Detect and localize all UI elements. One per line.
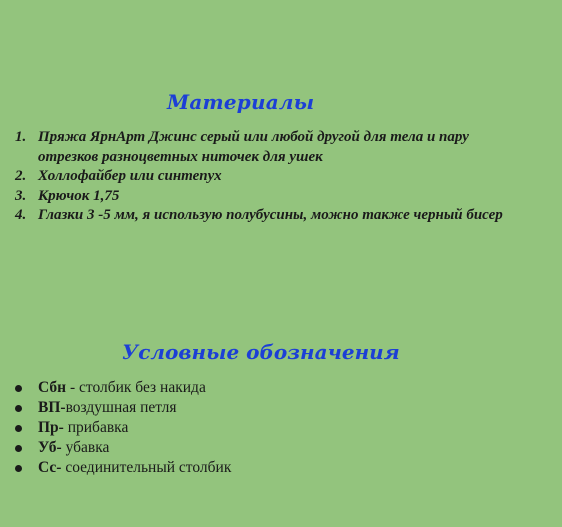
list-item-number: 4.	[15, 207, 27, 223]
legend-description: воздушная петля	[65, 399, 177, 416]
list-item-text: Крючок 1,75	[38, 187, 120, 204]
bullet-icon	[15, 465, 22, 472]
legend-item	[0, 438, 540, 458]
legend-item	[0, 458, 540, 478]
list-item	[0, 206, 540, 226]
bullet-icon	[15, 445, 22, 452]
legend-description: прибавка	[63, 419, 129, 436]
bullet-icon	[15, 425, 22, 432]
legend-term: ВП-	[38, 399, 66, 416]
legend-item	[0, 398, 540, 418]
bullet-icon	[15, 385, 22, 392]
list-item-number: 3.	[15, 187, 27, 204]
legend-item	[0, 418, 540, 438]
list-item	[0, 167, 540, 187]
legend-description: - столбик без накида	[66, 379, 206, 396]
list-item-text: Холлофайбер или синтепух	[38, 168, 222, 184]
list-item-text: Пряжа ЯрнАрт Джинс серый или любой другой для тела и пару отрезков разноцветных ниточек для ушек	[38, 129, 469, 165]
bullet-icon	[15, 405, 22, 412]
list-item-number: 1.	[15, 129, 27, 145]
list-item	[0, 187, 540, 207]
legend-item	[0, 378, 540, 398]
materials-heading: Материалы	[167, 90, 315, 114]
legend-list	[0, 378, 540, 478]
legend-term: Пр-	[38, 419, 64, 436]
legend-description: соединительный столбик	[61, 459, 232, 476]
legend-term: Сс-	[38, 459, 62, 476]
legend-description: убавка	[61, 439, 110, 456]
legend-term: Сбн	[38, 379, 67, 396]
legend-heading: Условные обозначения	[122, 340, 400, 364]
list-item	[0, 128, 540, 167]
legend-term: Уб-	[38, 439, 62, 456]
list-item-number: 2.	[15, 168, 27, 184]
list-item-text: Глазки 3 -5 мм, я использую полубусины, можно также черный бисер	[38, 207, 503, 223]
materials-list	[0, 128, 540, 226]
